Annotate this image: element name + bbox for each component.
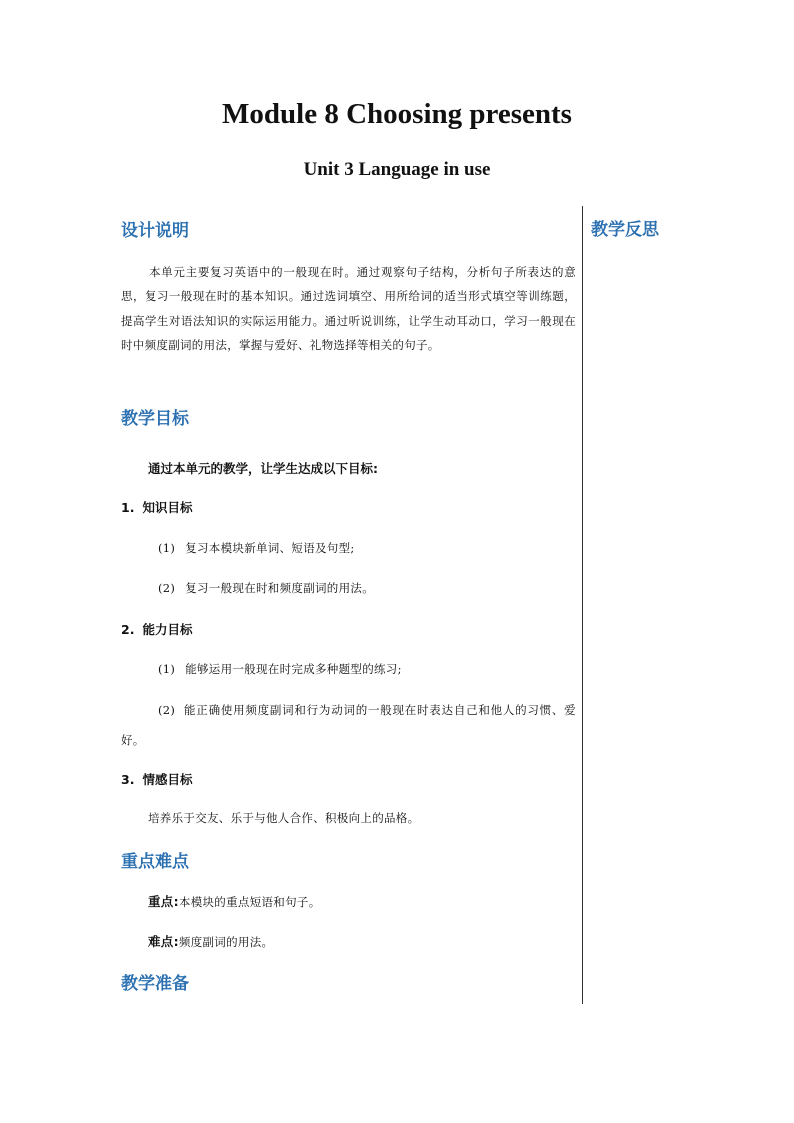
ability-goal-item-number: (1) [158,662,176,676]
emotion-goals-heading [121,770,192,788]
knowledge-goal-item [158,580,374,596]
ability-goal-item-text: 能够运用一般现在时完成多种题型的练习; [185,662,402,676]
knowledge-goal-item-number: (2) [158,581,176,595]
knowledge-goal-item [158,540,355,556]
key-point-label: 重点: [148,894,179,909]
knowledge-goals-heading [121,498,192,516]
ability-goal-item-text: 能正确使用频度副词和行为动词的一般现在时表达自己和他人的习惯、爱好。 [121,703,576,747]
key-point-line [148,892,321,910]
column-divider [582,206,583,1004]
page-title: Module 8 Choosing presents [222,98,572,130]
knowledge-goals-number: 1. [121,500,135,515]
reflection-column [591,215,659,240]
ability-goals-number: 2. [121,622,135,637]
reflection-heading: 教学反思 [591,220,659,240]
knowledge-goal-item-text: 复习一般现在时和频度副词的用法。 [185,581,375,595]
knowledge-goal-item-text: 复习本模块新单词、短语及句型; [185,541,355,555]
goals-intro: 通过本单元的教学，让学生达成以下目标: [148,461,378,476]
knowledge-goal-item-number: (1) [158,541,176,555]
preparation-heading: 教学准备 [121,974,189,994]
design-paragraph: 本单元主要复习英语中的一般现在时。通过观察句子结构，分析句子所表达的意思，复习一般现在时的基本知识。通过选词填空、用所给词的适当形式填空等训练题，提高学生对语法知识的实际运用能力。通过听说训练，让学生动耳动口，学习一般现在时中频度副词的用法，掌握与爱好、礼物选择等相关的句子。 [121,265,576,352]
difficult-point-line [148,932,273,950]
goals-heading: 教学目标 [121,409,189,429]
difficult-point-label: 难点: [148,934,179,949]
ability-goal-item [121,695,576,755]
design-heading: 设计说明 [121,221,189,241]
ability-goals-heading [121,620,192,638]
ability-goal-item-number: (2) [158,703,176,717]
key-point-text: 本模块的重点短语和句子。 [178,895,321,909]
key-points-heading: 重点难点 [121,852,189,872]
difficult-point-text: 频度副词的用法。 [178,935,274,949]
ability-goal-item [158,661,402,677]
knowledge-goals-title: 知识目标 [142,500,193,515]
ability-goals-title: 能力目标 [142,622,193,637]
emotion-goal-text: 培养乐于交友、乐于与他人合作、积极向上的品格。 [148,811,420,825]
emotion-goals-title: 情感目标 [142,772,193,787]
page-subtitle: Unit 3 Language in use [303,159,491,180]
emotion-goals-number: 3. [121,772,135,787]
